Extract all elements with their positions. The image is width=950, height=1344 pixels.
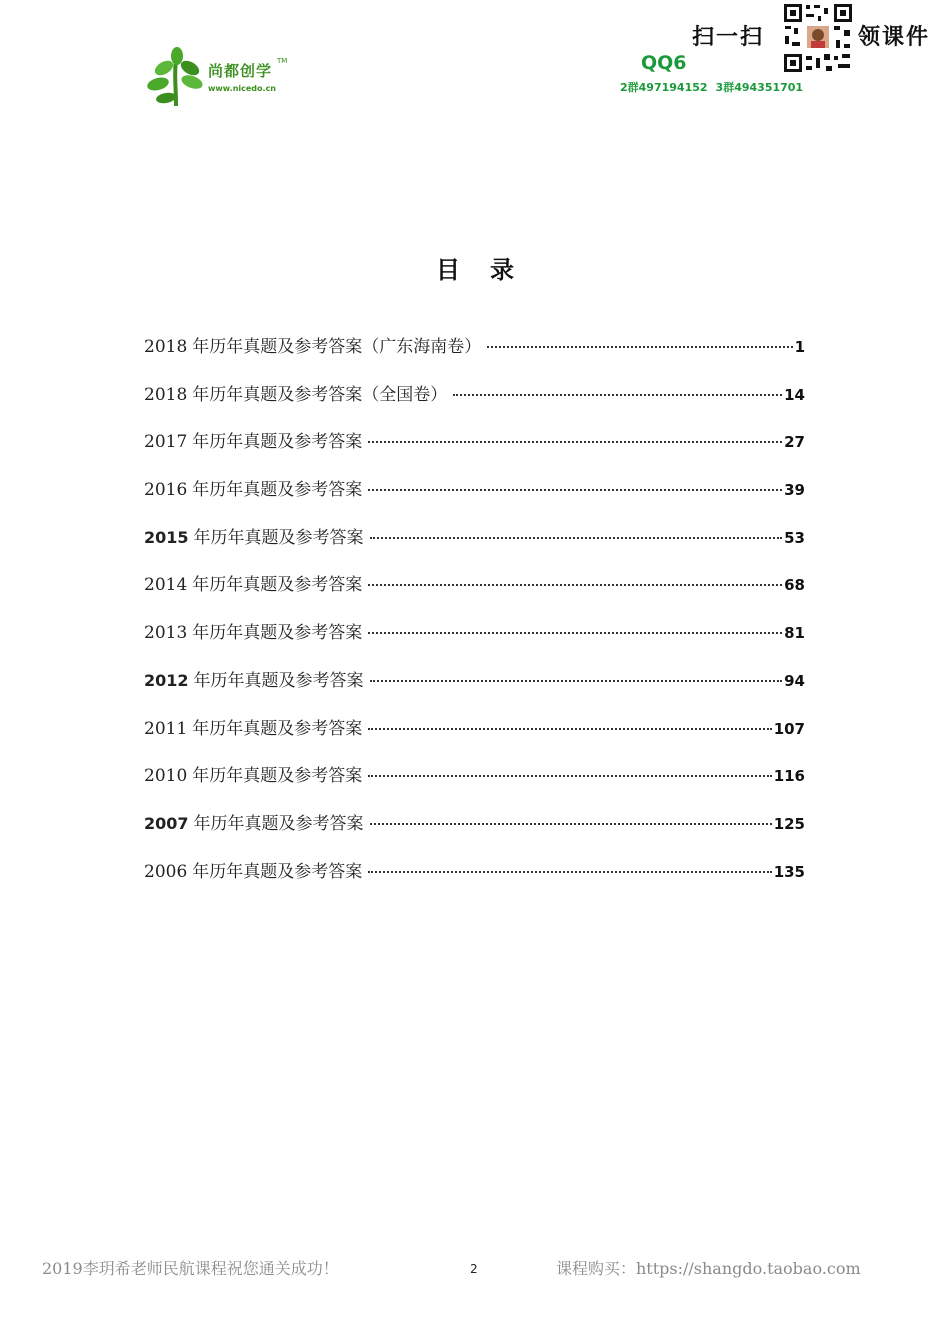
toc-entry-year: 2010 (144, 766, 188, 787)
qr-code-icon[interactable] (782, 2, 854, 74)
toc-entry-page: 68 (784, 576, 805, 595)
toc-entry-title: 年历年真题及参考答案 (192, 623, 363, 644)
toc-entry-year: 2015 (144, 527, 189, 547)
toc-entry-title: 年历年真题及参考答案 (192, 861, 363, 882)
toc-entry[interactable] (144, 523, 805, 571)
toc-entry-page: 116 (773, 767, 805, 786)
toc-entry[interactable] (144, 809, 805, 857)
toc-dot-leader (453, 394, 782, 396)
toc-entry-page: 27 (784, 433, 805, 452)
toc-dot-leader (370, 537, 783, 539)
toc-entry-page: 1 (794, 338, 805, 356)
toc-entry[interactable] (144, 332, 805, 380)
toc-dot-leader (368, 489, 782, 491)
qq-groups (620, 79, 803, 95)
toc-entry-year: 2016 (144, 480, 188, 501)
toc-dot-leader (368, 728, 771, 730)
toc-entry[interactable] (144, 857, 805, 905)
scan-prompt-left: 扫一扫 (692, 24, 765, 50)
toc-dot-leader (368, 632, 782, 634)
toc-entry-year: 2013 (144, 623, 188, 644)
toc-entry-title: 年历年真题及参考答案 (193, 670, 364, 691)
page-title: 目录 (436, 256, 544, 284)
toc-entry-title: 年历年真题及参考答案 (192, 718, 363, 739)
toc-entry-page: 53 (784, 528, 805, 547)
toc-dot-leader (368, 775, 771, 777)
toc-entry-title: 年历年真题及参考答案 (192, 432, 363, 453)
toc-entry[interactable] (144, 475, 805, 523)
toc-entry[interactable] (144, 618, 805, 666)
toc-entry-page: 81 (784, 624, 805, 643)
toc-entry-year: 2017 (144, 432, 188, 453)
toc-entry-year: 2014 (144, 575, 188, 596)
scan-prompt-right: 领课件 (858, 24, 931, 50)
toc-entry-year: 2007 (144, 813, 189, 833)
toc-dot-leader (370, 680, 783, 682)
footer-purchase-link[interactable]: 课程购买：https://shangdo.taobao.com (556, 1259, 861, 1278)
toc-dot-leader (487, 346, 792, 348)
toc-entry-page: 14 (784, 385, 805, 404)
qq-label: QQ6 (641, 52, 687, 74)
footer-slogan: 2019李玥希老师民航课程祝您通关成功！ (42, 1259, 339, 1278)
toc-entry[interactable] (144, 666, 805, 714)
logo-trademark: TM (277, 57, 288, 65)
toc-entry-title: 年历年真题及参考答案 (193, 527, 364, 548)
toc-entry-year: 2018 (144, 384, 188, 405)
toc-entry-title: 年历年真题及参考答案 (192, 766, 363, 787)
toc-entry-title: 年历年真题及参考答案（全国卷） (192, 384, 448, 405)
logo-url: www.nicedo.cn (208, 84, 277, 93)
toc-entry-page: 94 (784, 671, 805, 690)
toc-entry-title: 年历年真题及参考答案 (193, 813, 364, 834)
toc-entry-title: 年历年真题及参考答案（广东海南卷） (192, 337, 482, 357)
toc-dot-leader (368, 584, 782, 586)
toc-entry[interactable] (144, 427, 805, 475)
footer-page-number: 2 (470, 1262, 478, 1276)
toc-entry-title: 年历年真题及参考答案 (192, 575, 363, 596)
toc-entry[interactable] (144, 380, 805, 428)
toc-entry[interactable] (144, 570, 805, 618)
toc-entry-page: 135 (773, 862, 805, 881)
toc-entry-year: 2006 (144, 861, 188, 882)
toc-dot-leader (368, 441, 782, 443)
qq-group-3: 3群494351701 (715, 81, 804, 94)
toc-entry-year: 2018 (144, 337, 188, 357)
brand-logo (146, 46, 296, 108)
toc-entry-year: 2011 (144, 718, 188, 739)
toc-dot-leader (370, 823, 772, 825)
toc-entry-page: 107 (773, 719, 805, 738)
toc-entry-page: 125 (773, 814, 805, 833)
logo-name: 尚都创学 (208, 62, 273, 80)
toc-dot-leader (368, 871, 771, 873)
qq-group-2: 2群497194152 (620, 81, 708, 94)
toc-entry-title: 年历年真题及参考答案 (192, 480, 363, 501)
table-of-contents (144, 332, 805, 904)
toc-entry[interactable] (144, 714, 805, 762)
toc-entry[interactable] (144, 761, 805, 809)
toc-entry-year: 2012 (144, 670, 189, 690)
toc-entry-page: 39 (784, 481, 805, 500)
leaf-logo-icon (146, 46, 206, 108)
